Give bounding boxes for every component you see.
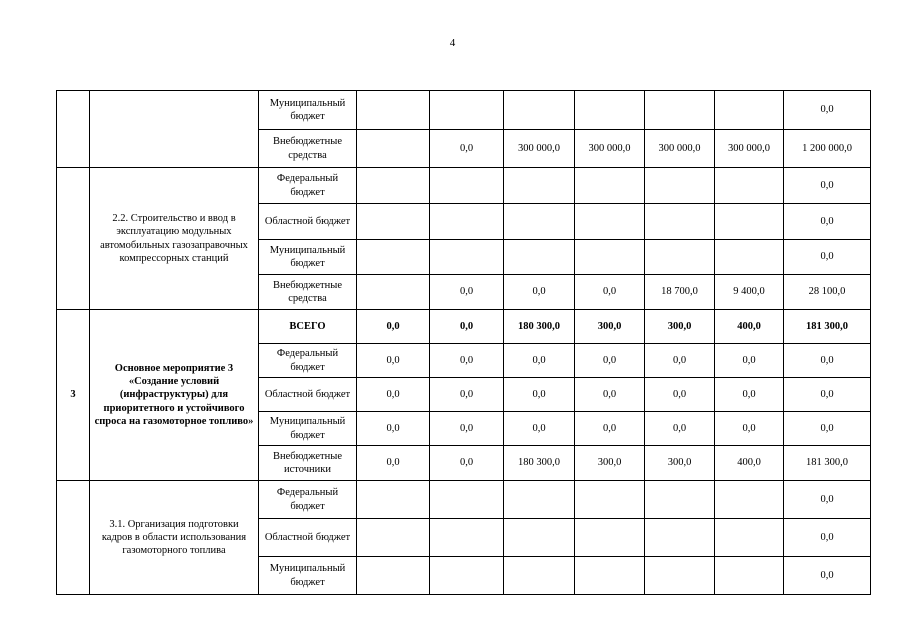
value-cell: 0,0 <box>645 412 715 446</box>
funding-source: Внебюджетные источники <box>259 446 357 481</box>
funding-source: Муниципальный бюджет <box>259 557 357 595</box>
budget-table <box>56 90 871 595</box>
table-row <box>57 310 871 344</box>
funding-source: Внебюджетные средства <box>259 275 357 310</box>
value-cell <box>575 481 645 519</box>
activity-description: 3.1. Организация подготовки кадров в области использования газомоторного топлива <box>90 481 259 595</box>
funding-source: Федеральный бюджет <box>259 481 357 519</box>
value-cell <box>575 204 645 240</box>
value-cell: 0,0 <box>715 344 784 378</box>
value-cell: 0,0 <box>357 344 430 378</box>
value-cell: 0,0 <box>357 310 430 344</box>
table-row <box>57 481 871 519</box>
value-cell <box>645 168 715 204</box>
activity-description <box>90 91 259 168</box>
total-cell: 0,0 <box>784 168 871 204</box>
value-cell <box>357 130 430 168</box>
row-number-cell: 3 <box>57 310 90 481</box>
value-cell <box>715 91 784 130</box>
value-cell: 400,0 <box>715 446 784 481</box>
value-cell: 0,0 <box>645 344 715 378</box>
value-cell <box>430 240 504 275</box>
value-cell: 0,0 <box>504 378 575 412</box>
value-cell: 0,0 <box>357 446 430 481</box>
total-cell: 0,0 <box>784 240 871 275</box>
value-cell <box>430 168 504 204</box>
value-cell: 300 000,0 <box>715 130 784 168</box>
value-cell <box>645 557 715 595</box>
total-cell: 28 100,0 <box>784 275 871 310</box>
table-row <box>57 91 871 130</box>
value-cell <box>357 204 430 240</box>
value-cell <box>645 240 715 275</box>
total-cell: 0,0 <box>784 481 871 519</box>
value-cell: 9 400,0 <box>715 275 784 310</box>
total-cell: 0,0 <box>784 412 871 446</box>
total-cell: 0,0 <box>784 519 871 557</box>
value-cell: 0,0 <box>357 378 430 412</box>
value-cell <box>430 481 504 519</box>
value-cell: 0,0 <box>715 412 784 446</box>
funding-source-total: ВСЕГО <box>259 310 357 344</box>
value-cell <box>430 91 504 130</box>
value-cell: 0,0 <box>575 378 645 412</box>
value-cell <box>504 481 575 519</box>
value-cell <box>430 519 504 557</box>
value-cell: 0,0 <box>575 344 645 378</box>
value-cell <box>715 557 784 595</box>
total-cell: 181 300,0 <box>784 446 871 481</box>
table-row <box>57 168 871 204</box>
value-cell <box>645 519 715 557</box>
value-cell: 400,0 <box>715 310 784 344</box>
value-cell <box>504 240 575 275</box>
value-cell: 0,0 <box>575 275 645 310</box>
value-cell <box>715 168 784 204</box>
value-cell: 0,0 <box>430 275 504 310</box>
funding-source: Федеральный бюджет <box>259 344 357 378</box>
value-cell: 0,0 <box>430 130 504 168</box>
value-cell: 300 000,0 <box>504 130 575 168</box>
value-cell: 180 300,0 <box>504 310 575 344</box>
total-cell: 1 200 000,0 <box>784 130 871 168</box>
total-cell: 0,0 <box>784 204 871 240</box>
value-cell: 0,0 <box>504 344 575 378</box>
funding-source: Областной бюджет <box>259 378 357 412</box>
value-cell: 0,0 <box>430 344 504 378</box>
value-cell: 0,0 <box>430 446 504 481</box>
value-cell: 18 700,0 <box>645 275 715 310</box>
value-cell <box>357 519 430 557</box>
value-cell: 300 000,0 <box>645 130 715 168</box>
value-cell <box>504 168 575 204</box>
value-cell: 0,0 <box>430 412 504 446</box>
value-cell <box>357 557 430 595</box>
value-cell: 300,0 <box>645 446 715 481</box>
page-number: 4 <box>449 37 456 49</box>
value-cell: 0,0 <box>357 412 430 446</box>
row-number-cell <box>57 91 90 168</box>
total-cell: 0,0 <box>784 378 871 412</box>
value-cell <box>504 204 575 240</box>
value-cell <box>357 168 430 204</box>
value-cell: 300 000,0 <box>575 130 645 168</box>
value-cell <box>357 240 430 275</box>
total-cell: 0,0 <box>784 344 871 378</box>
value-cell <box>715 481 784 519</box>
value-cell <box>504 91 575 130</box>
value-cell <box>575 519 645 557</box>
value-cell: 180 300,0 <box>504 446 575 481</box>
value-cell <box>504 557 575 595</box>
funding-source: Внебюджетные средства <box>259 130 357 168</box>
value-cell: 0,0 <box>504 412 575 446</box>
value-cell: 0,0 <box>430 310 504 344</box>
value-cell <box>357 91 430 130</box>
value-cell <box>430 557 504 595</box>
value-cell <box>357 481 430 519</box>
funding-source: Муниципальный бюджет <box>259 240 357 275</box>
value-cell <box>430 204 504 240</box>
funding-source: Областной бюджет <box>259 204 357 240</box>
funding-source: Муниципальный бюджет <box>259 412 357 446</box>
value-cell: 0,0 <box>575 412 645 446</box>
value-cell <box>575 91 645 130</box>
value-cell <box>575 168 645 204</box>
value-cell <box>575 557 645 595</box>
funding-source: Федеральный бюджет <box>259 168 357 204</box>
value-cell <box>715 519 784 557</box>
total-cell: 0,0 <box>784 91 871 130</box>
value-cell <box>357 275 430 310</box>
value-cell: 0,0 <box>645 378 715 412</box>
activity-description: 2.2. Строительство и ввод в эксплуатацию модульных автомобильных газозаправочных компрессорных станций <box>90 168 259 310</box>
value-cell <box>645 91 715 130</box>
value-cell: 0,0 <box>504 275 575 310</box>
value-cell <box>645 204 715 240</box>
total-cell: 181 300,0 <box>784 310 871 344</box>
value-cell: 300,0 <box>575 446 645 481</box>
value-cell: 0,0 <box>715 378 784 412</box>
value-cell: 300,0 <box>575 310 645 344</box>
value-cell: 300,0 <box>645 310 715 344</box>
value-cell <box>504 519 575 557</box>
total-cell: 0,0 <box>784 557 871 595</box>
value-cell <box>645 481 715 519</box>
value-cell <box>715 204 784 240</box>
activity-description: Основное мероприятие 3 «Создание условий (инфраструктуры) для приоритетного и устойчивого спроса на газомоторное топливо» <box>90 310 259 481</box>
funding-source: Областной бюджет <box>259 519 357 557</box>
row-number-cell <box>57 481 90 595</box>
value-cell: 0,0 <box>430 378 504 412</box>
row-number-cell <box>57 168 90 310</box>
value-cell <box>715 240 784 275</box>
value-cell <box>575 240 645 275</box>
funding-source: Муниципальный бюджет <box>259 91 357 130</box>
